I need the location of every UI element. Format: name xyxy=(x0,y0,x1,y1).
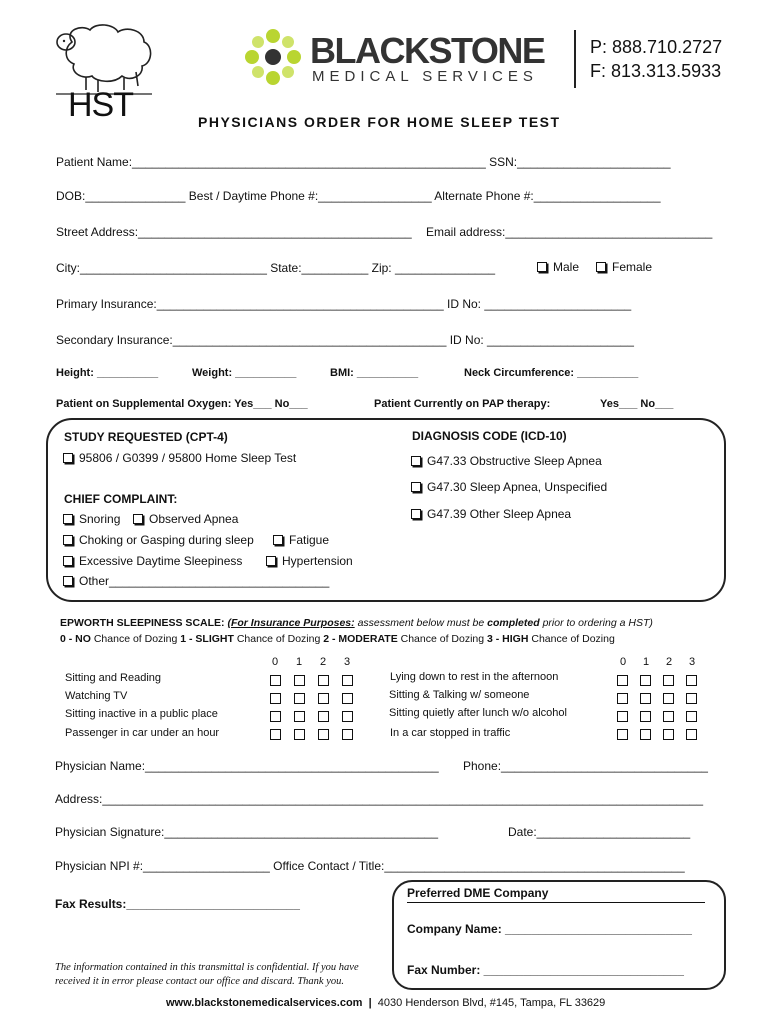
study-option-label: 95806 / G0399 / 95800 Home Sleep Test xyxy=(79,451,297,465)
eds-label: Excessive Daytime Sleepiness xyxy=(79,554,243,568)
epworth-row[interactable] xyxy=(270,673,366,691)
complaint-eds[interactable] xyxy=(63,554,242,568)
g4739-checkbox[interactable] xyxy=(411,509,421,519)
study-option[interactable] xyxy=(63,451,296,465)
snoring-label: Snoring xyxy=(79,512,121,526)
epworth-purpose: (For Insurance Purposes: xyxy=(227,617,355,629)
epworth-right-item: Sitting & Talking w/ someone xyxy=(389,689,530,701)
col-label: 2 xyxy=(666,656,673,668)
epworth-row[interactable] xyxy=(270,709,366,727)
scale-3-text: Chance of Dozing xyxy=(528,633,615,645)
score-box[interactable] xyxy=(318,729,329,740)
epworth-left-item: Watching TV xyxy=(65,690,128,702)
footer-address: 4030 Henderson Blvd, #145, Tampa, FL 33629 xyxy=(377,997,606,1009)
epworth-row[interactable] xyxy=(270,727,366,745)
score-box[interactable] xyxy=(270,711,281,722)
epworth-right-checkboxes[interactable] xyxy=(617,673,697,745)
weight-field[interactable]: Weight: __________ xyxy=(192,367,297,379)
score-box[interactable] xyxy=(617,675,628,686)
neck-field[interactable]: Neck Circumference: __________ xyxy=(464,367,639,379)
scale-2-text: Chance of Dozing xyxy=(397,633,488,645)
complaint-observed-apnea[interactable] xyxy=(133,512,238,526)
diagnosis-g4733[interactable] xyxy=(411,454,602,468)
score-box[interactable] xyxy=(318,693,329,704)
epworth-title xyxy=(60,617,653,629)
score-box[interactable] xyxy=(294,675,305,686)
epworth-row[interactable] xyxy=(617,709,697,727)
diagnosis-g4739[interactable] xyxy=(411,507,571,521)
male-checkbox[interactable] xyxy=(537,262,547,272)
score-box[interactable] xyxy=(640,675,651,686)
study-checkbox[interactable] xyxy=(63,453,73,463)
score-box[interactable] xyxy=(342,693,353,704)
score-box[interactable] xyxy=(640,711,651,722)
company-subtitle: MEDICAL SERVICES xyxy=(312,68,538,85)
confidential-line-1: The information contained in this transmittal is confidential. If you have xyxy=(55,962,359,973)
epworth-end: prior to ordering a HST) xyxy=(539,617,653,629)
score-box[interactable] xyxy=(617,711,628,722)
complaint-other[interactable] xyxy=(63,574,329,588)
street-address-field[interactable]: Street Address:_________________________________________ xyxy=(56,225,412,239)
form-title: PHYSICIANS ORDER FOR HOME SLEEP TEST xyxy=(198,114,561,130)
hypertension-label: Hypertension xyxy=(282,554,353,568)
score-box[interactable] xyxy=(663,711,674,722)
col-label: 1 xyxy=(643,656,650,668)
fatigue-label: Fatigue xyxy=(289,533,330,547)
epworth-rest: assessment below must be xyxy=(354,617,488,629)
score-box[interactable] xyxy=(686,675,697,686)
g4733-checkbox[interactable] xyxy=(411,456,421,466)
scale-2: 2 - MODERATE xyxy=(323,633,398,645)
secondary-insurance-field[interactable]: Secondary Insurance:_________________________________________ ID No: ______________________ xyxy=(56,333,634,347)
epworth-left-item: Passenger in car under an hour xyxy=(65,727,220,739)
physician-signature-field[interactable]: Physician Signature:_________________________________________ xyxy=(55,825,439,839)
physician-phone-field[interactable]: Phone:_______________________________ xyxy=(463,759,708,773)
dob-phone-field[interactable]: DOB:_______________ Best / Daytime Phone #:_________________ Alternate Phone #:___________________ xyxy=(56,189,661,203)
choking-label: Choking or Gasping during sleep xyxy=(79,533,254,547)
complaint-snoring[interactable] xyxy=(63,512,120,526)
epworth-row[interactable] xyxy=(617,673,697,691)
female-label: Female xyxy=(612,260,653,274)
epworth-scale xyxy=(60,633,615,645)
g4730-label: G47.30 Sleep Apnea, Unspecified xyxy=(427,480,608,494)
fatigue-checkbox[interactable] xyxy=(273,535,283,545)
flower-logo xyxy=(240,24,306,90)
diagnosis-heading: DIAGNOSIS CODE (ICD-10) xyxy=(412,429,567,443)
pap-yesno-field[interactable]: Yes___ No___ xyxy=(600,398,674,410)
g4730-checkbox[interactable] xyxy=(411,482,421,492)
scale-1-text: Chance of Dozing xyxy=(233,633,324,645)
chief-complaint-heading: CHIEF COMPLAINT: xyxy=(64,492,178,506)
bmi-field[interactable]: BMI: __________ xyxy=(330,367,419,379)
score-box[interactable] xyxy=(686,693,697,704)
epworth-row[interactable] xyxy=(270,691,366,709)
npi-office-contact-field[interactable]: Physician NPI #:___________________ Office Contact / Title:_____________________________________________ xyxy=(55,859,685,873)
epworth-left-item: Sitting inactive in a public place xyxy=(65,708,218,720)
score-box[interactable] xyxy=(270,729,281,740)
score-box[interactable] xyxy=(318,711,329,722)
header-phone: P: 888.710.2727 xyxy=(590,37,723,57)
score-box[interactable] xyxy=(294,693,305,704)
score-box[interactable] xyxy=(270,693,281,704)
scale-3: 3 - HIGH xyxy=(487,633,529,645)
score-box[interactable] xyxy=(640,693,651,704)
score-box[interactable] xyxy=(663,693,674,704)
header-divider xyxy=(574,30,576,88)
eds-checkbox[interactable] xyxy=(63,556,73,566)
score-box[interactable] xyxy=(318,675,329,686)
epworth-right-item: Lying down to rest in the afternoon xyxy=(390,671,559,683)
epworth-title-bold: EPWORTH SLEEPINESS SCALE: xyxy=(60,617,225,629)
scale-1: 1 - SLIGHT xyxy=(180,633,234,645)
gender-male[interactable] xyxy=(537,260,579,274)
left-col-labels xyxy=(272,656,368,668)
primary-insurance-field[interactable]: Primary Insurance:___________________________________________ ID No: ______________________ xyxy=(56,297,632,311)
epworth-completed: completed xyxy=(487,617,540,629)
other-label: Other_________________________________ xyxy=(79,574,330,588)
score-box[interactable] xyxy=(640,729,651,740)
score-box[interactable] xyxy=(686,711,697,722)
choking-checkbox[interactable] xyxy=(63,535,73,545)
epworth-row[interactable] xyxy=(617,691,697,709)
signature-date-field[interactable]: Date:_______________________ xyxy=(508,825,691,839)
hst-label: HST xyxy=(68,86,133,124)
diagnosis-g4730[interactable] xyxy=(411,480,607,494)
pap-field: Patient Currently on PAP therapy: xyxy=(374,398,551,410)
epworth-right-item: In a car stopped in traffic xyxy=(390,727,511,739)
male-label: Male xyxy=(553,260,580,274)
oxygen-field[interactable]: Patient on Supplemental Oxygen: Yes___ No___ xyxy=(56,398,308,410)
study-heading: STUDY REQUESTED (CPT-4) xyxy=(64,430,228,444)
patient-name-field[interactable]: Patient Name:_____________________________________________________ SSN:_______________________ xyxy=(56,155,671,169)
city-state-zip-field[interactable]: City:____________________________ State:__________ Zip: _______________ xyxy=(56,261,496,275)
col-label: 3 xyxy=(689,656,696,668)
observed-apnea-label: Observed Apnea xyxy=(149,512,239,526)
snoring-checkbox[interactable] xyxy=(63,514,73,524)
col-label: 3 xyxy=(344,656,351,668)
epworth-right-item: Sitting quietly after lunch w/o alcohol xyxy=(389,707,567,719)
score-box[interactable] xyxy=(617,693,628,704)
dme-heading: Preferred DME Company xyxy=(407,886,549,900)
dme-company-name-field[interactable]: Company Name: ____________________________ xyxy=(407,922,692,936)
g4733-label: G47.33 Obstructive Sleep Apnea xyxy=(427,454,602,468)
company-name: BLACKSTONE xyxy=(310,30,545,71)
website-link[interactable]: www.blackstonemedicalservices.com xyxy=(166,997,363,1009)
fax-results-field[interactable]: Fax Results:__________________________ xyxy=(55,897,300,911)
score-box[interactable] xyxy=(663,729,674,740)
email-field[interactable]: Email address:_______________________________ xyxy=(426,225,713,239)
col-label: 2 xyxy=(320,656,327,668)
complaint-choking[interactable] xyxy=(63,533,254,547)
footer-separator: | xyxy=(365,997,375,1009)
physician-name-field[interactable]: Physician Name:____________________________________________ xyxy=(55,759,439,773)
score-box[interactable] xyxy=(617,729,628,740)
epworth-left-checkboxes[interactable] xyxy=(270,673,366,745)
right-col-labels xyxy=(620,656,712,668)
observed-apnea-checkbox[interactable] xyxy=(133,514,143,524)
col-label: 1 xyxy=(296,656,303,668)
score-box[interactable] xyxy=(342,729,353,740)
score-box[interactable] xyxy=(663,675,674,686)
gender-female[interactable] xyxy=(596,260,652,274)
score-box[interactable] xyxy=(294,711,305,722)
scale-0-text: Chance of Dozing xyxy=(90,633,181,645)
score-box[interactable] xyxy=(294,729,305,740)
score-box[interactable] xyxy=(342,711,353,722)
flower-icon xyxy=(240,24,306,90)
score-box[interactable] xyxy=(686,729,697,740)
confidential-line-2: received it in error please contact our office and discard. Thank you. xyxy=(55,976,344,987)
col-label: 0 xyxy=(620,656,627,668)
physician-address-field[interactable]: Address:__________________________________________________________________________________________ xyxy=(55,792,703,806)
hypertension-checkbox[interactable] xyxy=(266,556,276,566)
score-box[interactable] xyxy=(342,675,353,686)
dme-heading-underline xyxy=(407,902,705,903)
scale-0: 0 - NO xyxy=(60,633,91,645)
other-checkbox[interactable] xyxy=(63,576,73,586)
female-checkbox[interactable] xyxy=(596,262,606,272)
header-fax: F: 813.313.5933 xyxy=(590,61,722,81)
height-field[interactable]: Height: __________ xyxy=(56,367,159,379)
score-box[interactable] xyxy=(270,675,281,686)
col-label: 0 xyxy=(272,656,279,668)
complaint-hypertension[interactable] xyxy=(266,554,353,568)
complaint-fatigue[interactable] xyxy=(273,533,329,547)
epworth-row[interactable] xyxy=(617,727,697,745)
footer-contact xyxy=(166,997,605,1009)
epworth-left-item: Sitting and Reading xyxy=(65,672,162,684)
dme-fax-number-field[interactable]: Fax Number: ______________________________ xyxy=(407,963,684,977)
g4739-label: G47.39 Other Sleep Apnea xyxy=(427,507,572,521)
